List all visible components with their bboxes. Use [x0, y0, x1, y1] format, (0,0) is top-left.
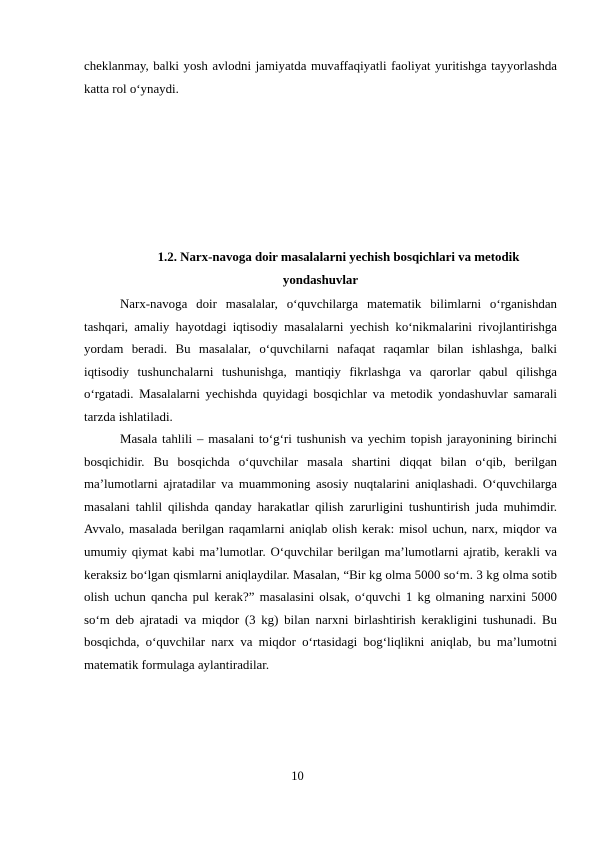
section-heading-line2: yondashuvlar: [282, 272, 359, 287]
body-paragraph-1: Narx-navoga doir masalalar, o‘quvchilarga matematik bilimlarni o‘rganishdan tashqari, amaliy hayotdagi iqtisodiy masalalarni yechish ko‘nikmalarini rivojlantirishga yordam beradi. Bu masalalar, o‘quvchilarni nafaqat raqamlar bilan ishlashga, balki iqtisodiy tushunchalarni tushunishga, mantiqiy fikrlashga va qarorlar qabul qilishga o‘rgatadi. Masalalarni yechishda quyidagi bosqichlar va metodik yondashuvlar samarali tarzda ishlatiladi.: [84, 297, 557, 424]
section-heading-line1: 1.2. Narx-navoga doir masalalarni yechish bosqichlari va metodik: [157, 250, 520, 264]
body-paragraph-2: Masala tahlili – masalani to‘g‘ri tushunish va yechim topish jarayonining birinchi bosqichidir. Bu bosqichda o‘quvchilar masala shartini diqqat bilan o‘qib, berilgan ma’lumotlarni ajratadilar va muammoning asosiy nuqtalarini aniqlashadi. O‘quvchilarga masalani tahlil qilishda qanday harakatlar qilish zarurligini tushuntirish juda muhimdir. Avvalo, masalada berilgan raqamlarni aniqlab olish kerak: misol uchun, narx, miqdor va umumiy qiymat kabi ma’lumotlar. O‘quvchilar berilgan ma’lumotlarni ajratib, kerakli va keraksiz bo‘lgan qismlarni aniqlaydilar. Masalan, “Bir kg olma 5000 so‘m. 3 kg olma sotib olish uchun qancha pul kerak?” masalasini olsak, o‘quvchi 1 kg olmaning narxini 5000 so‘m deb ajratadi va miqdor (3 kg) bilan narxni birlashtirish kerakligini tushunadi. Bu bosqichda, o‘quvchilar narx va miqdor o‘rtasidagi bog‘liqlikni aniqlab, bu ma’lumotni matematik formulaga aylantiradilar.: [84, 432, 557, 672]
section-heading: [84, 246, 557, 291]
intro-paragraph: cheklanmay, balki yosh avlodni jamiyatda muvaffaqiyatli faoliyat yuritishga tayyorlashda katta rol o‘ynaydi.: [84, 59, 557, 96]
page-number: 10: [291, 769, 304, 783]
